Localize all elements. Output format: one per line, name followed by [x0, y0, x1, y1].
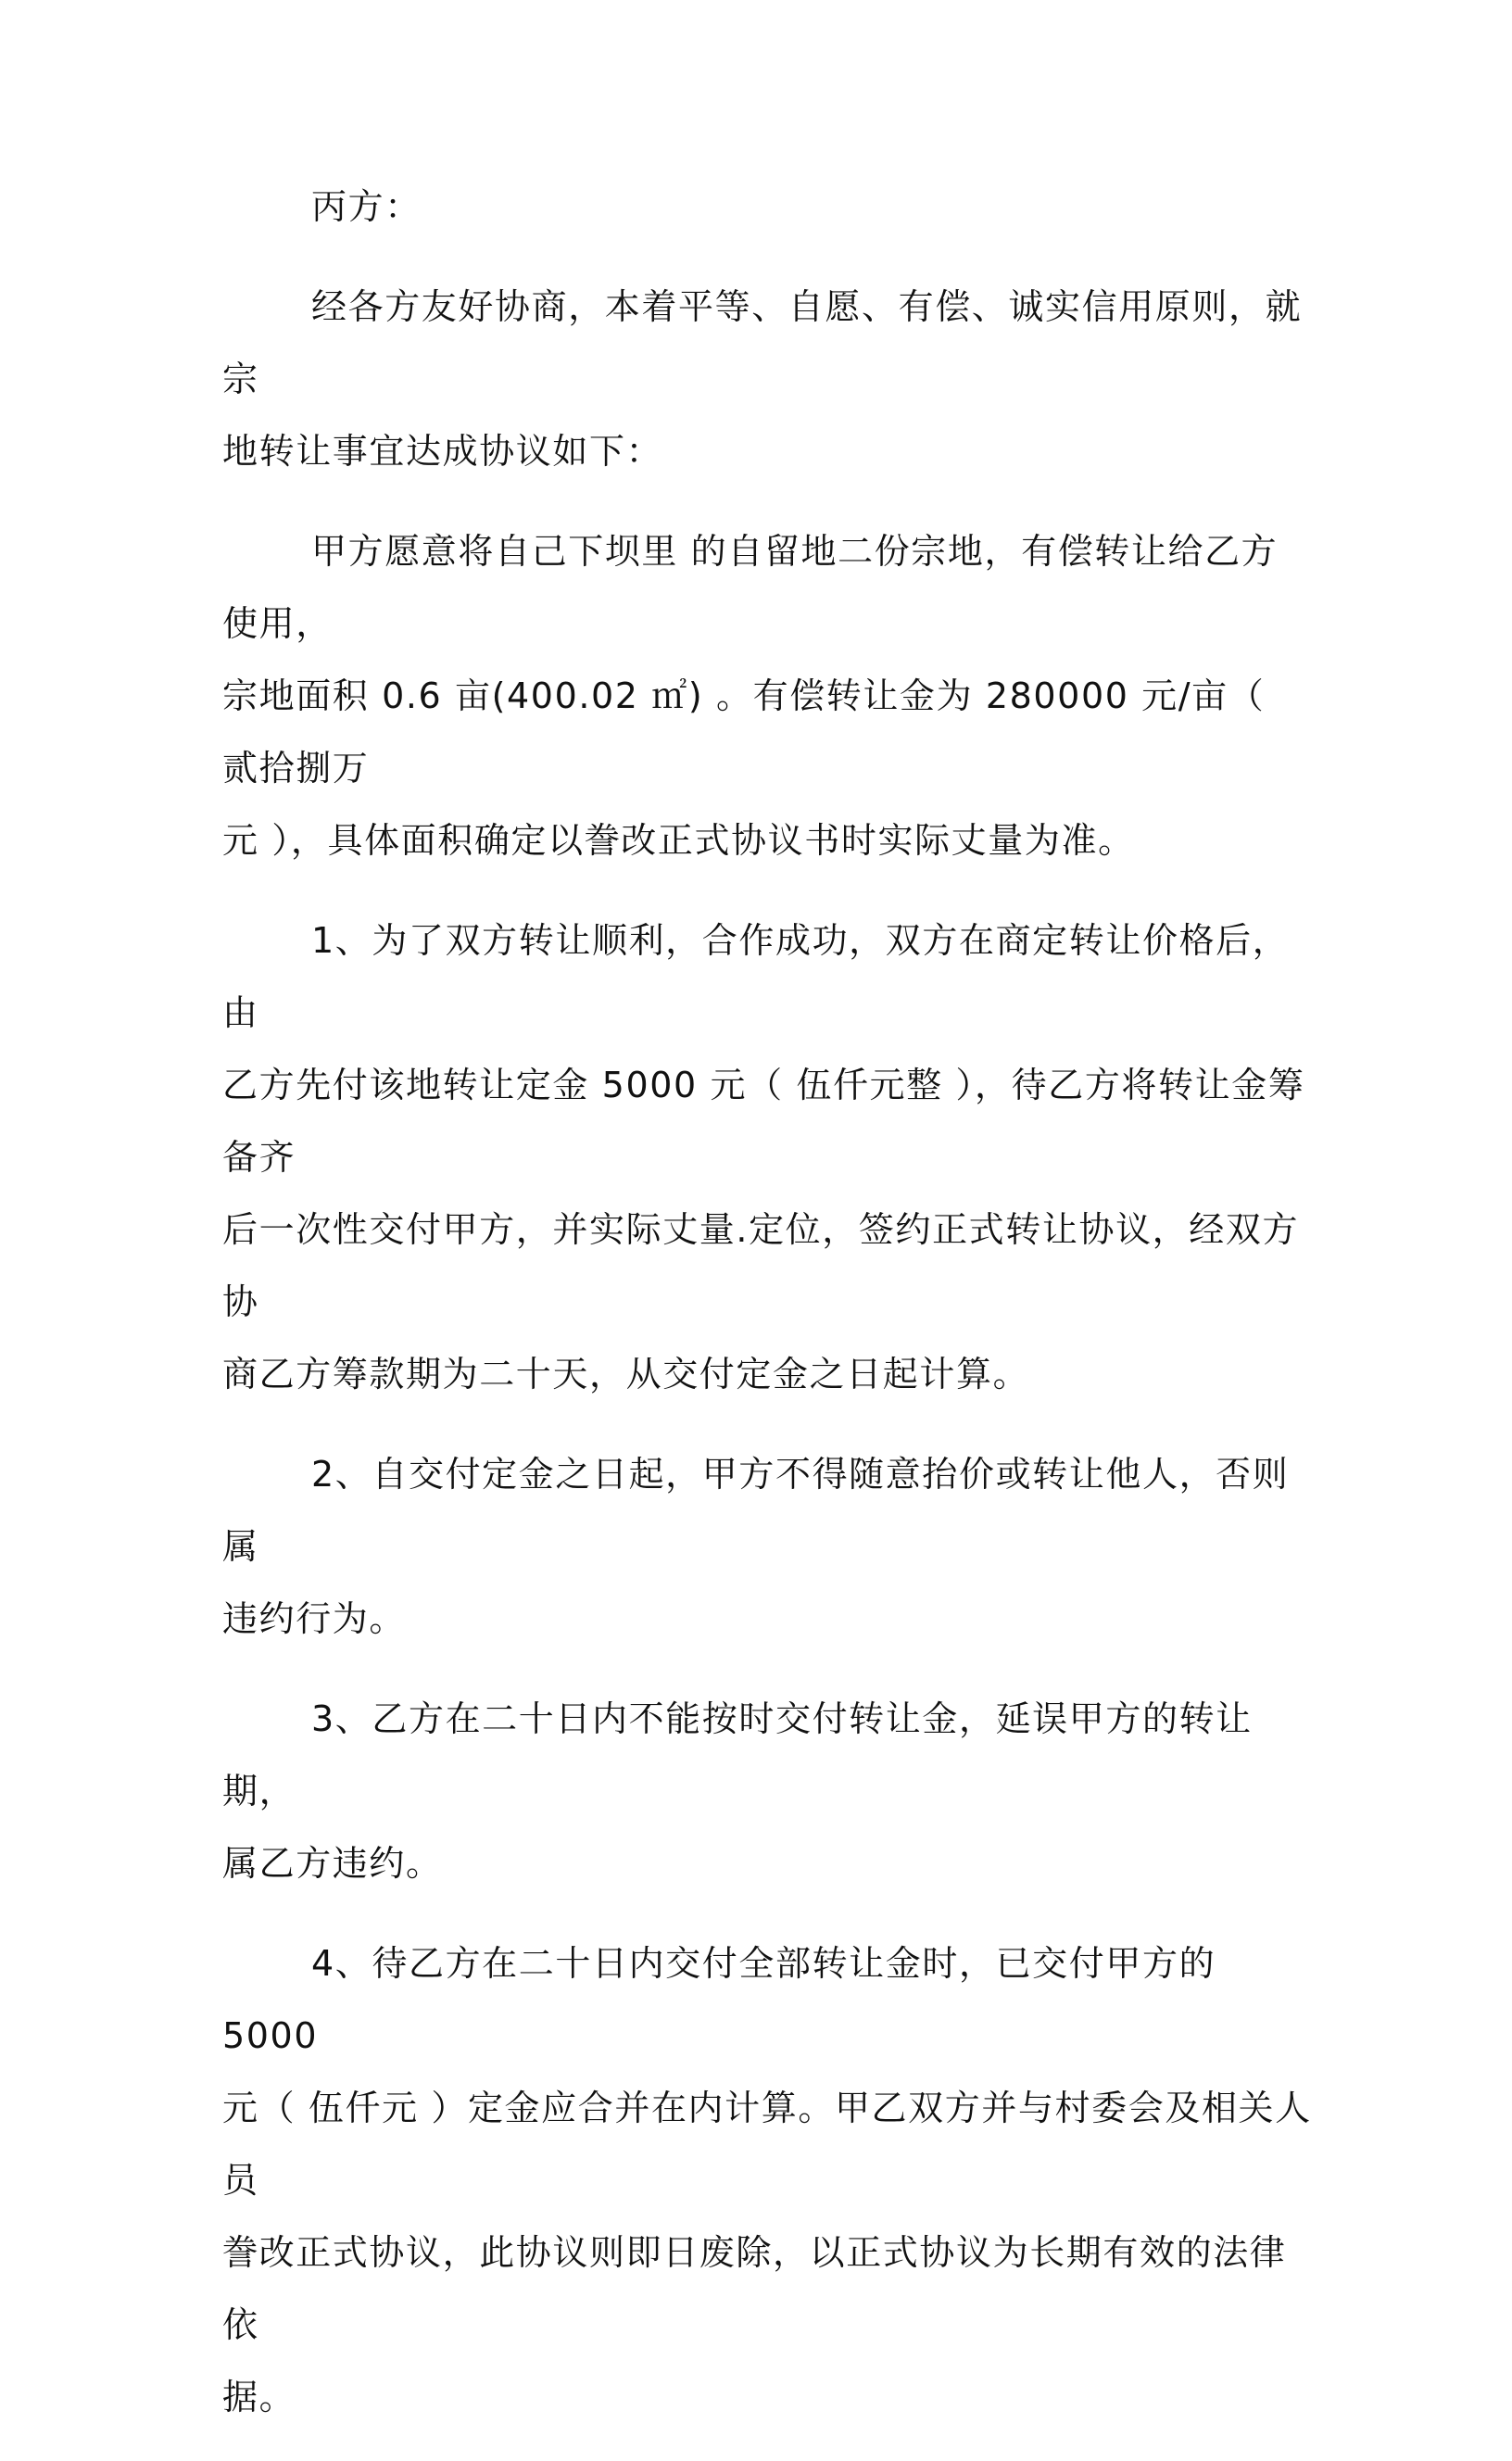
clause-4: 4、待乙方在二十日内交付全部转让金时，已交付甲方的 5000 元（ 伍仟元 ）定金应合并在内计算。甲乙双方并与村委会及相关人员 誊改正式协议，此协议则即日废除，以正式协议为长期有效的法律依 据。 — [222, 1943, 1312, 2417]
clause-1: 1、为了双方转让顺利，合作成功，双方在商定转让价格后，由 乙方先付该地转让定金 5000 元（ 伍仟元整 ），待乙方将转让金筹备齐 后一次性交付甲方，并实际丈量.定位，签约正式转让协议，经双方协 商乙方筹款期为二十天，从交付定金之日起计算。 — [222, 920, 1305, 1395]
clause-3: 3、乙方在二十日内不能按时交付转让金，延误甲方的转让期， 属乙方违约。 — [222, 1698, 1253, 1884]
document-body — [222, 170, 1312, 2461]
party-c-label: 丙方： — [311, 186, 422, 227]
land-transfer-paragraph: 甲方愿意将自己下坝里 的自留地二份宗地，有偿转让给乙方使用， 宗地面积 0.6 亩(400.02 ㎡) 。有偿转让金为 280000 元/亩（ 贰拾捌万 元 ），具体面积确定以誊改正式协议书时实际丈量为准。 — [222, 531, 1279, 861]
preamble-paragraph: 经各方友好协商，本着平等、自愿、有偿、诚实信用原则，就宗 地转让事宜达成协议如下： — [222, 286, 1303, 472]
clause-2: 2、自交付定金之日起，甲方不得随意抬价或转让他人，否则属 违约行为。 — [222, 1454, 1290, 1639]
